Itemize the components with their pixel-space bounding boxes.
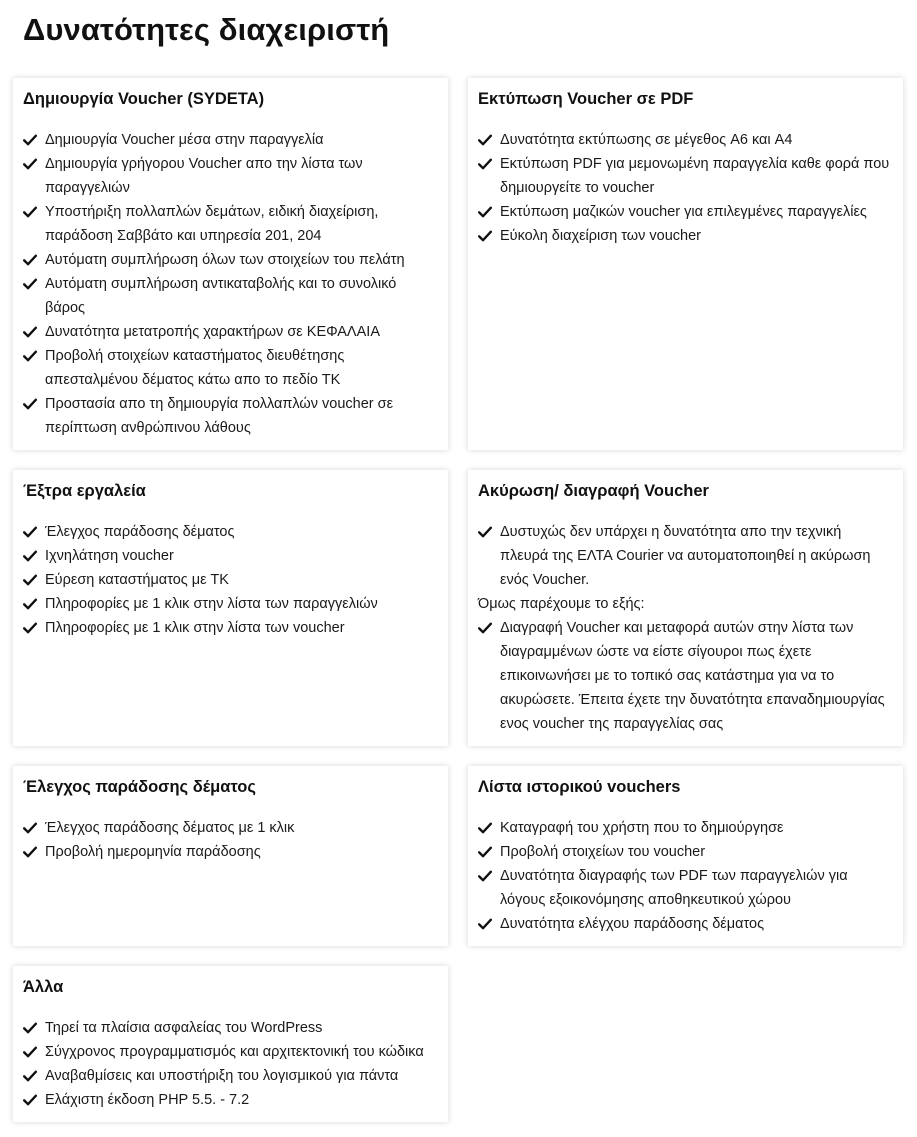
list-item: Δυνατότητα εκτύπωσης σε μέγεθος A6 και A4 xyxy=(478,128,893,152)
list-item: Εκτύπωση μαζικών voucher για επιλεγμένες παραγγελίες xyxy=(478,200,893,224)
feature-list xyxy=(478,128,893,248)
list-item: Έλεγχος παράδοσης δέματος xyxy=(23,520,438,544)
feature-card-pdf-printing xyxy=(468,78,903,450)
card-title: Ακύρωση/ διαγραφή Voucher xyxy=(478,482,709,500)
list-item: Διαγραφή Voucher και μεταφορά αυτών στην λίστα των διαγραμμένων ώστε να είστε σίγουροι πως έχετε επικοινωνήσει με το τοπικό σας κατάστημα για να το ακυρώσετε. Έπειτα έχετε την δυνατότητα επαναδημιουργίας ενος voucher της παραγγελίας σας xyxy=(478,616,893,736)
check-icon xyxy=(478,152,500,176)
check-icon xyxy=(478,840,500,864)
feature-card-other xyxy=(13,966,448,1122)
list-item: Πληροφορίες με 1 κλικ στην λίστα των voucher xyxy=(23,616,438,640)
check-icon xyxy=(23,1064,45,1088)
card-title: Εκτύπωση Voucher σε PDF xyxy=(478,90,694,108)
card-title: Άλλα xyxy=(23,978,64,996)
check-icon xyxy=(23,816,45,840)
feature-list xyxy=(23,520,438,640)
list-item: Δημιουργία γρήγορου Voucher απο την λίστα των παραγγελιών xyxy=(23,152,438,200)
feature-list xyxy=(23,128,438,440)
list-item: Αυτόματη συμπλήρωση όλων των στοιχείων του πελάτη xyxy=(23,248,438,272)
check-icon xyxy=(478,816,500,840)
list-item: Προστασία απο τη δημιουργία πολλαπλών voucher σε περίπτωση ανθρώπινου λάθους xyxy=(23,392,438,440)
card-title: Έξτρα εργαλεία xyxy=(23,482,146,500)
list-item: Δυνατότητα μετατροπής χαρακτήρων σε ΚΕΦΑΛΑΙΑ xyxy=(23,320,438,344)
list-note: Όμως παρέχουμε το εξής: xyxy=(478,596,645,612)
feature-card-voucher-creation xyxy=(13,78,448,450)
check-icon xyxy=(478,616,500,640)
feature-list xyxy=(478,520,893,736)
feature-card-voucher-history xyxy=(468,766,903,946)
list-item: Δημιουργία Voucher μέσα στην παραγγελία xyxy=(23,128,438,152)
feature-list xyxy=(23,816,438,864)
feature-list xyxy=(23,1016,438,1112)
list-item: Έλεγχος παράδοσης δέματος με 1 κλικ xyxy=(23,816,438,840)
check-icon xyxy=(23,1040,45,1064)
list-item: Υποστήριξη πολλαπλών δεμάτων, ειδική διαχείριση, παράδοση Σαββάτο και υπηρεσία 201, 204 xyxy=(23,200,438,248)
feature-card-delivery-check xyxy=(13,766,448,946)
list-item: Εύρεση καταστήματος με ΤΚ xyxy=(23,568,438,592)
list-item: Εύκολη διαχείριση των voucher xyxy=(478,224,893,248)
list-item: Καταγραφή του χρήστη που το δημιούργησε xyxy=(478,816,893,840)
check-icon xyxy=(23,616,45,640)
check-icon xyxy=(478,912,500,936)
page-title: Δυνατότητες διαχειριστή xyxy=(23,12,390,47)
list-item: Δυνατότητα ελέγχου παράδοσης δέματος xyxy=(478,912,893,936)
list-item: Πληροφορίες με 1 κλικ στην λίστα των παραγγελιών xyxy=(23,592,438,616)
card-title: Δημιουργία Voucher (SYDETA) xyxy=(23,90,265,108)
check-icon xyxy=(478,224,500,248)
check-icon xyxy=(478,520,500,544)
list-item: Αναβαθμίσεις και υποστήριξη του λογισμικού για πάντα xyxy=(23,1064,438,1088)
check-icon xyxy=(23,128,45,152)
check-icon xyxy=(23,152,45,176)
list-item: Προβολή στοιχείων καταστήματος διευθέτησης απεσταλμένου δέματος κάτω απο το πεδίο ΤΚ xyxy=(23,344,438,392)
check-icon xyxy=(23,544,45,568)
feature-list xyxy=(478,816,893,936)
check-icon xyxy=(23,1016,45,1040)
check-icon xyxy=(23,592,45,616)
check-icon xyxy=(478,864,500,888)
list-item: Ιχνηλάτηση voucher xyxy=(23,544,438,568)
check-icon xyxy=(478,128,500,152)
list-item: Δυστυχώς δεν υπάρχει η δυνατότητα απο την τεχνική πλευρά της ΕΛΤΑ Courier να αυτοματοποιηθεί η ακύρωση ενός Voucher. xyxy=(478,520,893,592)
list-item: Εκτύπωση PDF για μεμονωμένη παραγγελία καθε φορά που δημιουργείτε το voucher xyxy=(478,152,893,200)
check-icon xyxy=(23,520,45,544)
list-item: Δυνατότητα διαγραφής των PDF των παραγγελιών για λόγους εξοικονόμησης αποθηκευτικού χώρου xyxy=(478,864,893,912)
check-icon xyxy=(478,200,500,224)
card-title: Έλεγχος παράδοσης δέματος xyxy=(23,778,256,796)
check-icon xyxy=(23,1088,45,1112)
check-icon xyxy=(23,392,45,416)
feature-card-voucher-cancellation xyxy=(468,470,903,746)
list-item: Σύγχρονος προγραμματισμός και αρχιτεκτονική του κώδικα xyxy=(23,1040,438,1064)
check-icon xyxy=(23,248,45,272)
list-item: Αυτόματη συμπλήρωση αντικαταβολής και το συνολικό βάρος xyxy=(23,272,438,320)
check-icon xyxy=(23,200,45,224)
card-title: Λίστα ιστορικού vouchers xyxy=(478,778,681,796)
check-icon xyxy=(23,320,45,344)
check-icon xyxy=(23,840,45,864)
check-icon xyxy=(23,568,45,592)
check-icon xyxy=(23,272,45,296)
list-item: Προβολή στοιχείων του voucher xyxy=(478,840,893,864)
feature-card-extra-tools xyxy=(13,470,448,746)
list-item: Ελάχιστη έκδοση PHP 5.5. - 7.2 xyxy=(23,1088,438,1112)
list-item: Προβολή ημερομηνία παράδοσης xyxy=(23,840,438,864)
check-icon xyxy=(23,344,45,368)
list-item: Τηρεί τα πλαίσια ασφαλείας του WordPress xyxy=(23,1016,438,1040)
